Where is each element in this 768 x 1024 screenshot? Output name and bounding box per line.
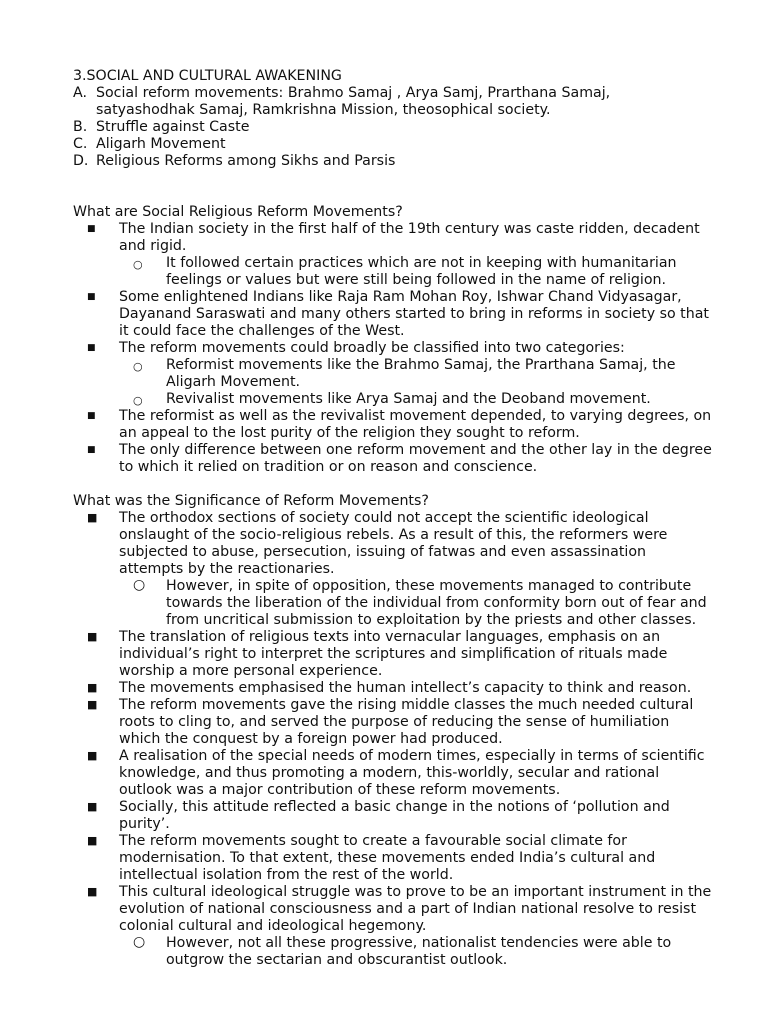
list-item xyxy=(73,748,713,799)
list-item xyxy=(73,884,713,969)
list-item xyxy=(73,340,713,408)
outline-text: Struffle against Caste xyxy=(96,119,250,135)
list-item xyxy=(73,629,713,680)
section2-heading: What was the Significance of Reform Movements? xyxy=(73,493,429,509)
outline-text: Religious Reforms among Sikhs and Parsis xyxy=(96,153,396,169)
outline-item xyxy=(73,85,713,119)
sub-list xyxy=(119,255,713,289)
square-bullet-icon: ■ xyxy=(87,681,98,694)
bullet-text: Revivalist movements like Arya Samaj and the Deoband movement. xyxy=(166,391,651,407)
circle-bullet-icon: ○ xyxy=(133,360,143,373)
outline-marker: D. xyxy=(73,153,89,169)
sub-list xyxy=(119,935,713,969)
section1-list xyxy=(73,221,713,476)
outline-marker: C. xyxy=(73,136,88,152)
list-item xyxy=(73,289,713,340)
outline-text: Social reform movements: Brahmo Samaj , Arya Samj, Prarthana Samaj, satyashodhak Samaj, Ramkrishna Mission, theosophical society. xyxy=(96,85,611,118)
list-item xyxy=(73,799,713,833)
document-page xyxy=(73,68,713,969)
list-item xyxy=(73,442,713,476)
list-item xyxy=(73,697,713,748)
square-bullet-icon: ■ xyxy=(87,698,98,711)
bullet-text: It followed certain practices which are not in keeping with humanitarian feelings or values but were still being followed in the name of religion. xyxy=(166,255,677,288)
sub-list-item xyxy=(119,391,713,408)
bullet-text: A realisation of the special needs of modern times, especially in terms of scientific knowledge, and thus promoting a modern, this-worldly, secular and rational outlook was a major contribution of these reform movements. xyxy=(119,748,705,798)
square-bullet-icon: ■ xyxy=(87,885,98,898)
bullet-text: This cultural ideological struggle was to prove to be an important instrument in the evolution of national consciousness and a part of Indian national resolve to resist colonial cultural and ideological hegemony. xyxy=(119,884,712,934)
bullet-text: The only difference between one reform movement and the other lay in the degree to which it relied on tradition or on reason and conscience. xyxy=(119,442,712,475)
outline-item xyxy=(73,119,713,136)
document-title: 3.SOCIAL AND CULTURAL AWAKENING xyxy=(73,68,342,84)
circle-bullet-icon: ○ xyxy=(133,934,146,950)
sub-list xyxy=(119,578,713,629)
sub-list-item xyxy=(119,578,713,629)
square-bullet-icon: ■ xyxy=(87,224,96,234)
circle-bullet-icon: ○ xyxy=(133,394,143,407)
bullet-text: The reform movements sought to create a favourable social climate for modernisation. To that extent, these movements ended India’s cultural and intellectual isolation from the rest of the world. xyxy=(119,833,656,883)
sub-list-item xyxy=(119,935,713,969)
sub-list xyxy=(119,357,713,408)
list-item xyxy=(73,408,713,442)
section2-list xyxy=(73,510,713,969)
list-item xyxy=(73,833,713,884)
outline-list xyxy=(73,85,713,170)
list-item xyxy=(73,680,713,697)
bullet-text: However, in spite of opposition, these movements managed to contribute towards the liberation of the individual from conformity born out of fear and from uncritical submission to exploitation by the priests and other classes. xyxy=(166,578,707,628)
sub-list-item xyxy=(119,255,713,289)
section1-heading: What are Social Religious Reform Movements? xyxy=(73,204,403,220)
list-item xyxy=(73,510,713,629)
bullet-text: The translation of religious texts into vernacular languages, emphasis on an individual’s right to interpret the scriptures and simplification of rituals made worship a more personal experience. xyxy=(119,629,668,679)
square-bullet-icon: ■ xyxy=(87,630,98,643)
bullet-text: Socially, this attitude reflected a basic change in the notions of ‘pollution and purity’. xyxy=(119,799,670,832)
square-bullet-icon: ■ xyxy=(87,511,98,524)
bullet-text: The movements emphasised the human intellect’s capacity to think and reason. xyxy=(119,680,692,696)
list-item xyxy=(73,221,713,289)
bullet-text: The Indian society in the first half of the 19th century was caste ridden, decadent and rigid. xyxy=(119,221,700,254)
square-bullet-icon: ■ xyxy=(87,834,98,847)
square-bullet-icon: ■ xyxy=(87,411,96,421)
outline-item xyxy=(73,136,713,153)
square-bullet-icon: ■ xyxy=(87,749,98,762)
sub-list-item xyxy=(119,357,713,391)
outline-marker: A. xyxy=(73,85,87,101)
bullet-text: The reformist as well as the revivalist movement depended, to varying degrees, on an appeal to the lost purity of the religion they sought to reform. xyxy=(119,408,712,441)
circle-bullet-icon: ○ xyxy=(133,258,143,271)
bullet-text: Some enlightened Indians like Raja Ram Mohan Roy, Ishwar Chand Vidyasagar, Dayanand Saraswati and many others started to bring in reforms in society so that it could face the challenges of the West. xyxy=(119,289,709,339)
outline-marker: B. xyxy=(73,119,88,135)
bullet-text: The reform movements gave the rising middle classes the much needed cultural roots to cling to, and served the purpose of reducing the sense of humiliation which the conquest by a foreign power had produced. xyxy=(119,697,694,747)
bullet-text: Reformist movements like the Brahmo Samaj, the Prarthana Samaj, the Aligarh Movement. xyxy=(166,357,676,390)
circle-bullet-icon: ○ xyxy=(133,577,146,593)
square-bullet-icon: ■ xyxy=(87,445,96,455)
outline-text: Aligarh Movement xyxy=(96,136,226,152)
bullet-text: The orthodox sections of society could not accept the scientific ideological onslaught of the socio-religious rebels. As a result of this, the reformers were subjected to abuse, persecution, issuing of fatwas and even assassination attempts by the reactionaries. xyxy=(119,510,668,577)
square-bullet-icon: ■ xyxy=(87,292,96,302)
bullet-text: The reform movements could broadly be classified into two categories: xyxy=(119,340,625,356)
square-bullet-icon: ■ xyxy=(87,343,96,353)
bullet-text: However, not all these progressive, nationalist tendencies were able to outgrow the sectarian and obscurantist outlook. xyxy=(166,935,672,968)
square-bullet-icon: ■ xyxy=(87,800,98,813)
outline-item xyxy=(73,153,713,170)
